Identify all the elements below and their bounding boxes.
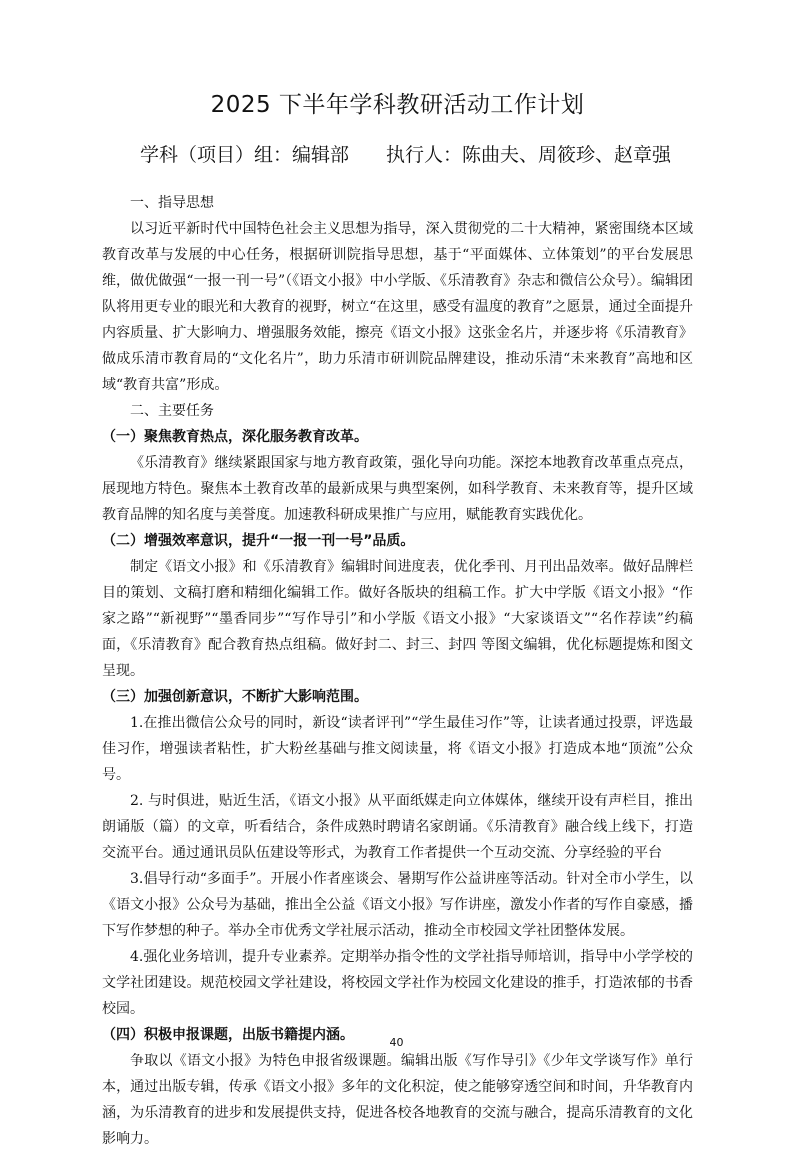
task-heading-2: （二）增强效率意识，提升“一报一刊一号”品质。 [102, 533, 415, 549]
paragraph-task-3-item-1: 1.在推出微信公众号的同时，新设“读者评刊”“学生最佳习作”等，让读者通过投票，评选最佳习作，增强读者粘性，扩大粉丝基础与推文阅读量，将《语文小报》打造成本地“顶流”公众号。 [102, 715, 693, 783]
executors-label: 执行人：陈曲夫、周筱珍、赵章强 [386, 144, 672, 166]
task-heading-4: （四）积极申报课题，出版书籍提内涵。 [102, 1027, 354, 1043]
task-heading-3: （三）加强创新意识，不断扩大影响范围。 [102, 689, 368, 705]
section-heading-guiding-ideology: 一、指导思想 [130, 195, 214, 211]
paragraph-task-4: 争取以《语文小报》为特色申报省级课题。编辑出版《写作导引》《少年文学谈写作》单行本，通过出版专辑，传承《语文小报》多年的文化积淀，使之能够穿透空间和时间，升华教育内涵，为乐清教育的进步和发展提供支持，促进各校各地教育的交流与融合，提高乐清教育的文化影响力。 [102, 1053, 693, 1147]
page-number: 40 [389, 1036, 404, 1049]
paragraph-task-2: 制定《语文小报》和《乐清教育》编辑时间进度表，优化季刊、月刊出品效率。做好品牌栏目的策划、文稿打磨和精细化编辑工作。做好各版块的组稿工作。扩大中学版《语文小报》“作家之路”“新视野”“墨香同步”“写作导引”和小学版《语文小报》“大家谈语文”“名作荐读”约稿面，《乐清教育》配合教育热点组稿。做好封二、封三、封四 等图文编辑，优化标题提炼和图文呈现。 [102, 559, 693, 679]
paragraph-task-3-item-4: 4.强化业务培训，提升专业素养。定期举办指令性的文学社指导师培训，指导中小学学校的文学社团建设。规范校园文学社建设，将校园文学社作为校园文化建设的推手，打造浓郁的书香校园。 [102, 949, 693, 1017]
document-body [102, 190, 693, 1152]
group-label: 学科（项目）组：编辑部 [140, 144, 350, 166]
subtitle-line [102, 140, 693, 170]
task-heading-1: （一）聚焦教育热点，深化服务教育改革。 [102, 429, 368, 445]
paragraph-task-1: 《乐清教育》继续紧跟国家与地方教育政策，强化导向功能。深挖本地教育改革重点亮点，展现地方特色。聚焦本土教育改革的最新成果与典型案例，如科学教育、未来教育等，提升区域教育品牌的知名度与美誉度。加速教科研成果推广与应用，赋能教育实践优化。 [102, 455, 693, 523]
document-title: 2025 下半年学科教研活动工作计划 [210, 92, 585, 118]
paragraph-guiding-ideology: 以习近平新时代中国特色社会主义思想为指导，深入贯彻党的二十大精神，紧密围绕本区域教育改革与发展的中心任务，根据研训院指导思想，基于“平面媒体、立体策划”的平台发展思维，做优做强“一报一刊一号”（《语文小报》中小学版、《乐清教育》杂志和微信公众号）。编辑团队将用更专业的眼光和大教育的视野，树立“在这里，感受有温度的教育”之愿景，通过全面提升内容质量、扩大影响力、增强服务效能，擦亮《语文小报》这张金名片，并逐步将《乐清教育》做成乐清市教育局的“文化名片”，助力乐清市研训院品牌建设，推动乐清“未来教育”高地和区域“教育共富”形成。 [102, 221, 693, 393]
paragraph-task-3-item-3: 3.倡导行动“多面手”。开展小作者座谈会、暑期写作公益讲座等活动。针对全市小学生，以《语文小报》公众号为基础，推出全公益《语文小报》写作讲座，激发小作者的写作自豪感，播下写作梦想的种子。举办全市优秀文学社展示活动，推动全市校园文学社团整体发展。 [102, 871, 693, 939]
section-heading-main-tasks: 二、主要任务 [130, 403, 214, 419]
paragraph-task-3-item-2: 2. 与时俱进，贴近生活，《语文小报》从平面纸媒走向立体媒体，继续开设有声栏目，推出朗诵版（篇）的文章，听看结合，条件成熟时聘请名家朗诵。《乐清教育》融合线上线下，打造交流平台。通过通讯员队伍建设等形式，为教育工作者提供一个互动交流、分享经验的平台 [102, 793, 693, 861]
